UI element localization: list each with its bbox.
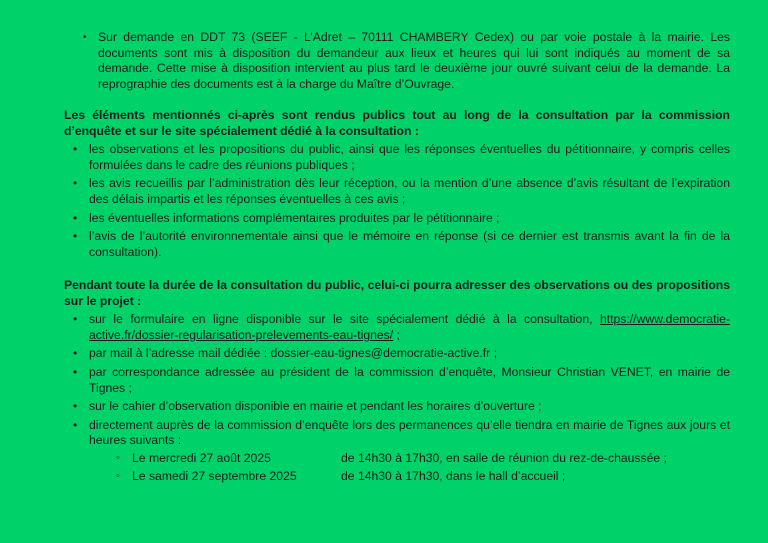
online-form-text: sur le formulaire en ligne disponible sur le site spécialement dédié à la consultation, xyxy=(89,312,593,327)
section-heading: Les éléments mentionnés ci-après sont rendus publics tout au long de la consultation par la commission d’enquête et sur le site spécialement dédié à la consultation : xyxy=(64,108,730,138)
list-item-suffix: ; xyxy=(393,327,400,342)
permanence-details: de 14h30 à 17h30, dans le hall d’accueil ; xyxy=(341,468,566,483)
observation-methods-list xyxy=(64,312,730,484)
section-heading: Pendant toute la durée de la consultation du public, celui-ci pourra adresser des observations ou des propositions sur le projet : xyxy=(64,278,730,308)
availability-list xyxy=(80,30,730,92)
list-item: • les observations et les propositions du public, ainsi que les réponses éventuelles du pétitionnaire, y compris celles formulées dans le cadre des réunions publiques ; xyxy=(64,142,730,173)
permanence-intro: directement auprès de la commission d’enquête lors des permanences qu’elle tiendra en mairie de Tignes aux jours et heures suivants : xyxy=(89,417,730,448)
permanence-date: Le mercredi 27 août 2025 xyxy=(132,450,271,465)
list-item: • l’avis de l’autorité environnementale ainsi que le mémoire en réponse (si ce dernier est transmis avant la fin de la consultation). xyxy=(64,229,730,260)
list-item: • par mail à l’adresse mail dédiée : dossier-eau-tignes@democratie-active.fr ; xyxy=(64,346,730,362)
permanence-date: Le samedi 27 septembre 2025 xyxy=(132,468,297,483)
observations-section xyxy=(64,278,730,487)
list-item: • Sur demande en DDT 73 (SEEF - L’Adret – 70111 CHAMBERY Cedex) ou par voie postale à la mairie. Les documents sont mis à disposition du demandeur aux lieux et heures qui lui sont indiqués au moment de sa demande. Cette mise à disposition intervient au plus tard le deuxième jour ouvré suivant celui de la demande. La reprographie des documents est à la charge du Maître d’Ouvrage. xyxy=(80,30,730,92)
list-item: • par correspondance adressée au président de la commission d’enquête, Monsieur Christian VENET, en mairie de Tignes ; xyxy=(64,365,730,396)
public-elements-section xyxy=(64,108,730,263)
permanence-item xyxy=(89,469,730,485)
public-elements-list xyxy=(64,142,730,260)
permanence-item xyxy=(89,451,730,467)
permanence-details: de 14h30 à 17h30, en salle de réunion du rez-de-chaussée ; xyxy=(341,450,667,465)
list-item xyxy=(64,418,730,484)
list-item: • les éventuelles informations complémentaires produites par le pétitionnaire ; xyxy=(64,211,730,227)
list-item xyxy=(64,312,730,343)
list-item: • les avis recueillis par l’administration dès leur réception, ou la mention d’une absence d’avis résultant de l’expiration des délais impartis et les réponses éventuelles à ces avis ; xyxy=(64,176,730,207)
consultation-site-link[interactable]: https://www.democratie-active.fr/dossier-regularisation-prelevements-eau-tignes/ xyxy=(89,312,731,342)
list-item: • sur le cahier d’observation disponible en mairie et pendant les horaires d’ouverture ; xyxy=(64,399,730,415)
